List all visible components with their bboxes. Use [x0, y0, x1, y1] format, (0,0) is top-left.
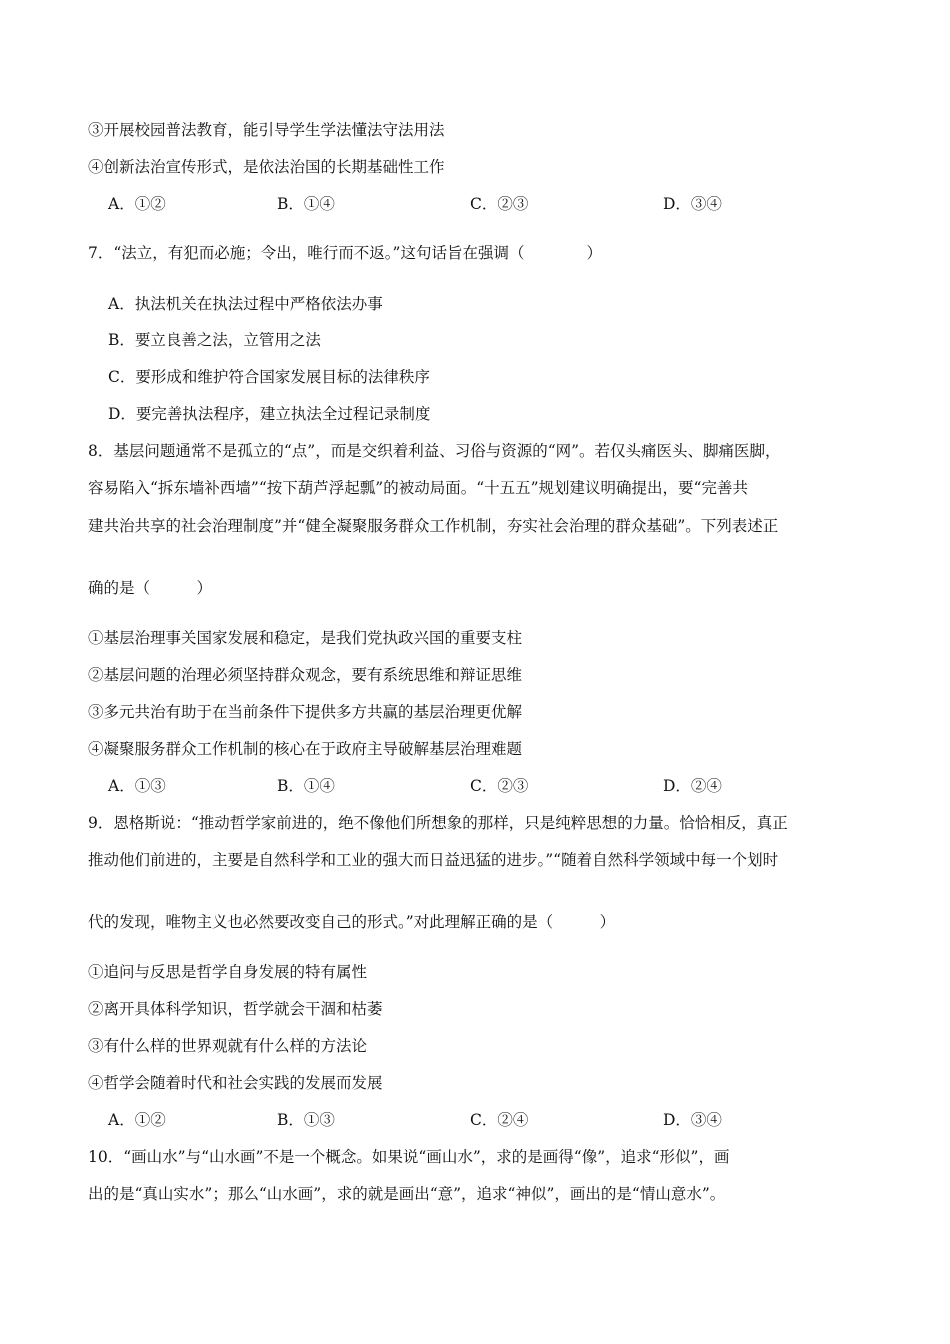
q8-option-a[interactable]: A．①③ — [108, 777, 166, 795]
q8-option-c[interactable]: C．②③ — [470, 777, 529, 795]
q9-statement-3: ③有什么样的世界观就有什么样的方法论 — [88, 1037, 368, 1055]
q7-option-a[interactable]: A．执法机关在执法过程中严格依法办事 — [108, 295, 383, 313]
q7-option-c[interactable]: C．要形成和维护符合国家发展目标的法律秩序 — [108, 368, 430, 386]
q9-option-d[interactable]: D．③④ — [663, 1111, 722, 1129]
q9-option-a[interactable]: A．①② — [108, 1111, 166, 1129]
q9-stem-line-1: 9．恩格斯说：“推动哲学家前进的，绝不像他们所想象的那样，只是纯粹思想的力量。恰恰相反，真正 — [88, 814, 788, 832]
q7-stem: 7．“法立，有犯而必施；令出，唯行而不返。”这句话旨在强调（ ） — [88, 244, 602, 262]
q7-option-b[interactable]: B．要立良善之法，立管用之法 — [108, 331, 321, 349]
q9-statement-4: ④哲学会随着时代和社会实践的发展而发展 — [88, 1074, 383, 1092]
q8-stem-line-4: 确的是（ ） — [88, 579, 213, 597]
q6-option-b[interactable]: B．①④ — [277, 195, 335, 213]
q7-option-d[interactable]: D．要完善执法程序，建立执法全过程记录制度 — [108, 405, 431, 423]
q8-stem-line-3: 建共治共享的社会治理制度”并“健全凝聚服务群众工作机制，夯实社会治理的群众基础”。下列表述正 — [88, 517, 779, 535]
q9-statement-2: ②离开具体科学知识，哲学就会干涸和枯萎 — [88, 1000, 383, 1018]
q8-option-b[interactable]: B．①④ — [277, 777, 335, 795]
q8-option-d[interactable]: D．②④ — [663, 777, 722, 795]
q9-option-b[interactable]: B．①③ — [277, 1111, 335, 1129]
q8-statement-2: ②基层问题的治理必须坚持群众观念，要有系统思维和辩证思维 — [88, 666, 523, 684]
q6-statement-4: ④创新法治宣传形式，是依法治国的长期基础性工作 — [88, 158, 445, 176]
q9-stem-line-2: 推动他们前进的，主要是自然科学和工业的强大而日益迅猛的进步。”“随着自然科学领域中每一个划时 — [88, 851, 779, 869]
q10-stem-line-1: 10．“画山水”与“山水画”不是一个概念。如果说“画山水”，求的是画得“像”，追求“形似”，画 — [88, 1148, 730, 1166]
q9-stem-line-3: 代的发现，唯物主义也必然要改变自己的形式。”对此理解正确的是（ ） — [88, 913, 616, 931]
q8-statement-4: ④凝聚服务群众工作机制的核心在于政府主导破解基层治理难题 — [88, 740, 523, 758]
q9-option-c[interactable]: C．②④ — [470, 1111, 529, 1129]
q8-statement-3: ③多元共治有助于在当前条件下提供多方共赢的基层治理更优解 — [88, 703, 523, 721]
q9-statement-1: ①追问与反思是哲学自身发展的特有属性 — [88, 963, 368, 981]
q6-option-c[interactable]: C．②③ — [470, 195, 529, 213]
q6-statement-3: ③开展校园普法教育，能引导学生学法懂法守法用法 — [88, 121, 445, 139]
q6-option-a[interactable]: A．①② — [108, 195, 166, 213]
q8-statement-1: ①基层治理事关国家发展和稳定，是我们党执政兴国的重要支柱 — [88, 629, 523, 647]
q6-option-d[interactable]: D．③④ — [663, 195, 722, 213]
q8-stem-line-1: 8．基层问题通常不是孤立的“点”，而是交织着利益、习俗与资源的“网”。若仅头痛医头、脚痛医脚， — [88, 442, 781, 460]
q10-stem-line-2: 出的是“真山实水”；那么“山水画”，求的就是画出“意”，追求“神似”，画出的是“情山意水”。 — [88, 1185, 726, 1203]
q8-stem-line-2: 容易陷入“拆东墙补西墙”“按下葫芦浮起瓢”的被动局面。“十五五”规划建议明确提出，要“完善共 — [88, 479, 748, 497]
